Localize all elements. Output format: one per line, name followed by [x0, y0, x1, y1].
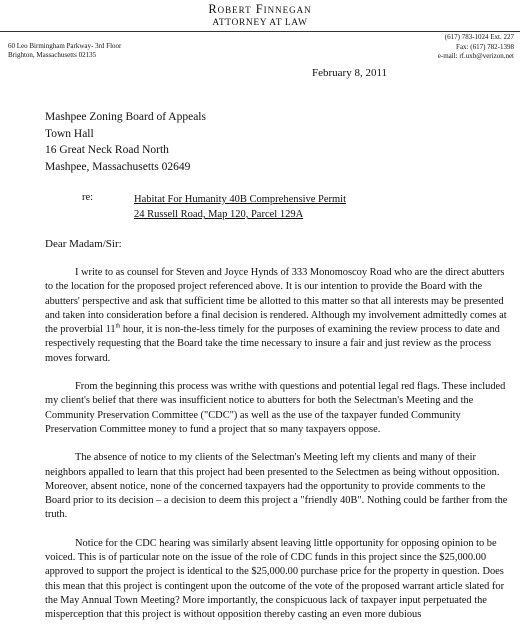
email-address: e-mail: rf.uxb@verizon.net	[437, 52, 514, 60]
paragraph-1-text-b: hour, it is non-the-less timely for the purposes of examining the review process to date and respectively requesting that the Board take the time necessary to insure a fair and just review as the process moves forward.	[45, 324, 500, 364]
letter-date: February 8, 2011	[312, 67, 388, 79]
recipient-line: Town Hall	[45, 127, 94, 140]
phone-number: (617) 783-1024 Ext. 227	[444, 33, 514, 41]
office-address	[8, 42, 121, 60]
paragraph-1-text-a: I write to as counsel for Steven and Joyce Hynds of 333 Monomoscoy Road who are the direct abutters to the location for the proposed project referenced above. It is our intention to provide the Board with the abutters' perspective and ask that sufficient time be allotted to this matter so that all interests may be presented and taken into consideration before a final decision is rendered. Although my involvement admittedly comes at the proverbial 11	[45, 267, 507, 336]
address-line-1: 60 Leo Birmingham Parkway- 3rd Floor	[8, 42, 122, 50]
contact-block	[438, 33, 514, 62]
address-line-2: Brighton, Massachusetts 02135	[8, 51, 97, 59]
paragraph-3: The absence of notice to my clients of the Selectman's Meeting left my clients and many of their neighbors appalled to learn that this project had been presented to the Selectmen as being without opposition. Moreover, absent notice, none of the concerned taxpayers had the opportunity to provide comments to the Board prior to its decision – a decision to deem this project a "friendly 40B". Nothing could be farther from the truth.	[45, 452, 508, 521]
re-label: re:	[82, 192, 94, 203]
re-subject-line-1: Habitat For Humanity 40B Comprehensive Permit	[134, 194, 347, 205]
letter-body	[45, 266, 513, 637]
letterhead-divider	[0, 31, 520, 32]
paragraph-2: From the beginning this process was writhe with questions and potential legal red flags. These included my client's belief that there was insufficient notice to abutters for both the Selectman's Meeting and the Community Preservation Committee ("CDC") as well as the use of the taxpayer funded Community Preservation Committee money to fund a project that so many taxpayers oppose.	[45, 381, 506, 435]
ordinal-suffix: th	[115, 323, 121, 330]
re-subject	[134, 192, 346, 222]
attorney-title: ATTORNEY AT LAW	[212, 18, 308, 28]
recipient-address	[45, 109, 206, 175]
paragraph-1	[45, 266, 513, 366]
recipient-line: Mashpee, Massachusetts 02649	[45, 160, 191, 173]
paragraph-4: Notice for the CDC hearing was similarly absent leaving little opportunity for opposing opinion to be voiced. This is of particular note on the issue of the role of CDC funds in this project since the $25,000.00 approved to support the project is identical to the $25,000.00 purchase price for the property in question. Does this mean that this project is contingent upon the outcome of the vote of the proposed warrant article slated for the May Annual Town Meeting? More importantly, the conspicuous lack of taxpayer input perpetuated the misperception that this project is without opposition thereby casting an even more dubious	[45, 537, 505, 621]
fax-number: Fax: (617) 782-1398	[456, 42, 514, 51]
recipient-line: 16 Great Neck Road North	[45, 144, 169, 156]
salutation: Dear Madam/Sir:	[45, 238, 122, 250]
re-subject-line-2: 24 Russell Road, Map 120, Parcel 129A	[134, 209, 304, 220]
recipient-line: Mashpee Zoning Board of Appeals	[45, 111, 206, 123]
attorney-name: Robert Finnegan	[208, 2, 312, 16]
